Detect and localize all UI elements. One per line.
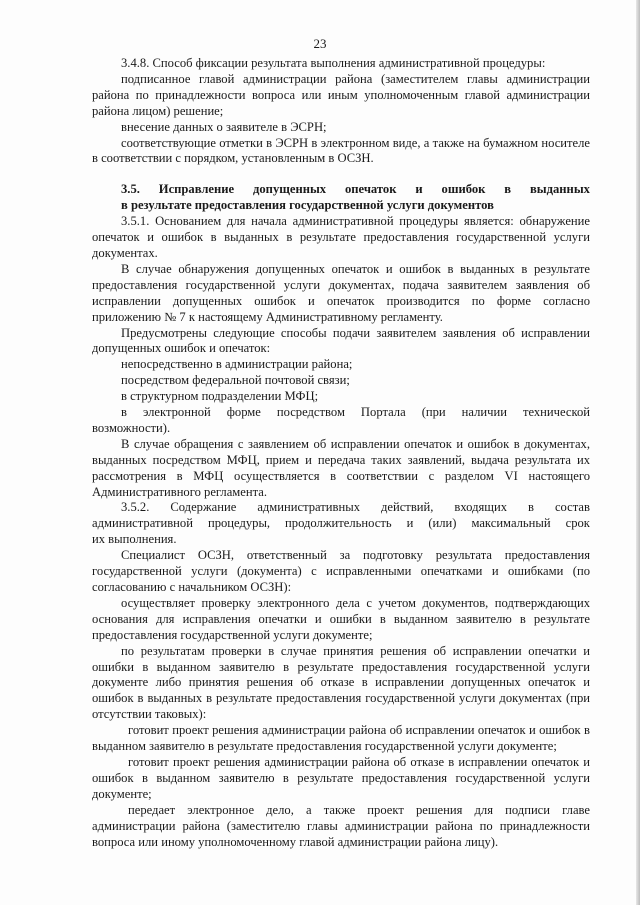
- word: (или): [428, 516, 457, 531]
- word: срок: [565, 516, 590, 531]
- word: электронной: [142, 405, 211, 420]
- word: Портала: [360, 405, 406, 420]
- section-gap: [92, 167, 590, 182]
- paragraph-3-4-8: 3.4.8. Способ фиксации результата выполнения административной процедуры:: [121, 56, 546, 70]
- paragraph-prepare-correction: готовит проект решения администрации района об исправлении опечаток и ошибок в выданном заявителю в результате предоставления государственной услуги документе;: [92, 723, 590, 754]
- page-number: 23: [313, 36, 327, 51]
- word: административной: [92, 516, 193, 531]
- paragraph-signed-decision: подписанное главой администрации района (заместителем главы администрации района по принадлежности вопроса или иным уполномоченным главой администрации района лицом) решение;: [92, 71, 590, 118]
- section-heading-3-5-line2: в результате предоставления государственной услуги документов: [121, 198, 494, 213]
- paragraph-3-5-2-line2: [92, 516, 590, 532]
- word: Содержание: [170, 500, 237, 515]
- word: 3.5.2.: [121, 500, 150, 515]
- paragraph-3-5-1: 3.5.1. Основанием для начала административной процедуры является: обнаружение опечаток и ошибок в выданных в результате предоставления государственной услуги документах.: [92, 214, 590, 260]
- word: (при: [421, 405, 446, 420]
- list-item-mfc: в структурном подразделении МФЦ;: [121, 389, 319, 404]
- paragraph-check-results: по результатам проверки в случае принятия решения об исправлении опечатки и ошибки в выданном заявителю в результате предоставления государственной услуги документе либо принятия решения об отказе в исправлении допущенных опечаток и ошибок в выданных в результате предоставления государственной услуги документах (при отсутствии таковых):: [92, 643, 590, 722]
- heading-word: выданных: [530, 182, 590, 197]
- word: действий,: [380, 500, 434, 515]
- word: в: [121, 405, 127, 420]
- paragraph-3-5-2-line1: [92, 500, 590, 516]
- list-item-postal: посредством федеральной почтовой связи;: [121, 373, 350, 388]
- word: входящих: [454, 500, 508, 515]
- word: технической: [522, 405, 590, 420]
- list-item-administration: непосредственно в администрации района;: [121, 357, 353, 372]
- section-heading-3-5: [92, 182, 590, 198]
- word: в: [528, 500, 534, 515]
- paragraph-prepare-refusal: готовит проект решения администрации района об отказе в исправлении опечаток и ошибок в выданном заявителю в результате предоставления государственной услуги документе;: [92, 754, 590, 801]
- word: продолжительность: [285, 516, 392, 531]
- word: и: [406, 516, 414, 531]
- word: посредством: [276, 405, 345, 420]
- heading-word: и: [415, 182, 423, 197]
- paragraph-errors-found: В случае обнаружения допущенных опечаток и ошибок в выданных в результате предоставления государственной услуги документах, подача заявителем заявления об исправлении допущенных ошибок и опечаток производится по форме согласно приложению № 7 к настоящему Административному регламенту.: [92, 261, 590, 324]
- paragraph-transfer-for-signature: передает электронное дело, а также проект решения для подписи главе администрации района (заместителю главы администрации района по принадлежности вопроса или иному уполномоченному главой администрации района лицу).: [92, 802, 590, 849]
- paragraph-esrn-entry: внесение данных о заявителе в ЭСРН;: [121, 119, 327, 134]
- paragraph-verification: осуществляет проверку электронного дела с учетом документов, подтверждающих основания для исправления опечатки и ошибки в выданном заявителю в результате предоставления государственной услуги документе;: [92, 595, 590, 642]
- word: состав: [554, 500, 590, 515]
- heading-word: ошибок: [441, 182, 486, 197]
- word: форме: [226, 405, 261, 420]
- word: процедуры,: [207, 516, 271, 531]
- list-item-portal-line2: возможности).: [92, 420, 171, 435]
- heading-word: в: [504, 182, 512, 197]
- paragraph-submission-methods: Предусмотрены следующие способы подачи заявителем заявления об исправлении допущенных ошибок и опечаток:: [92, 325, 590, 356]
- paragraph-mfc-applications: В случае обращения с заявлением об исправлении опечаток и ошибок в документах, выданных посредством МФЦ, прием и передача таких заявлений, выдача результата их рассмотрения в МФЦ осуществляется в соответствии с разделом VI настоящего Административного регламента.: [92, 436, 590, 499]
- word: административных: [257, 500, 360, 515]
- page-edge-shadow: [636, 0, 640, 905]
- heading-word: допущенных: [253, 182, 327, 197]
- word: наличии: [461, 405, 507, 420]
- list-item-portal: [92, 405, 590, 421]
- paragraph-3-5-2-line3: их выполнения.: [92, 532, 177, 547]
- paragraph-esrn-marks: соответствующие отметки в ЭСРН в электронном виде, а также на бумажном носителе в соответствии с порядком, установленным в ОСЗН.: [92, 135, 590, 166]
- heading-word: Исправление: [158, 182, 235, 197]
- heading-word: опечаток: [345, 182, 397, 197]
- heading-word: 3.5.: [121, 182, 140, 197]
- word: максимальный: [471, 516, 551, 531]
- paragraph-specialist: Специалист ОСЗН, ответственный за подготовку результата предоставления государственной услуги (документа) с исправленными опечатками и ошибками (по согласованию с начальником ОСЗН):: [92, 548, 590, 594]
- document-body: [92, 56, 590, 850]
